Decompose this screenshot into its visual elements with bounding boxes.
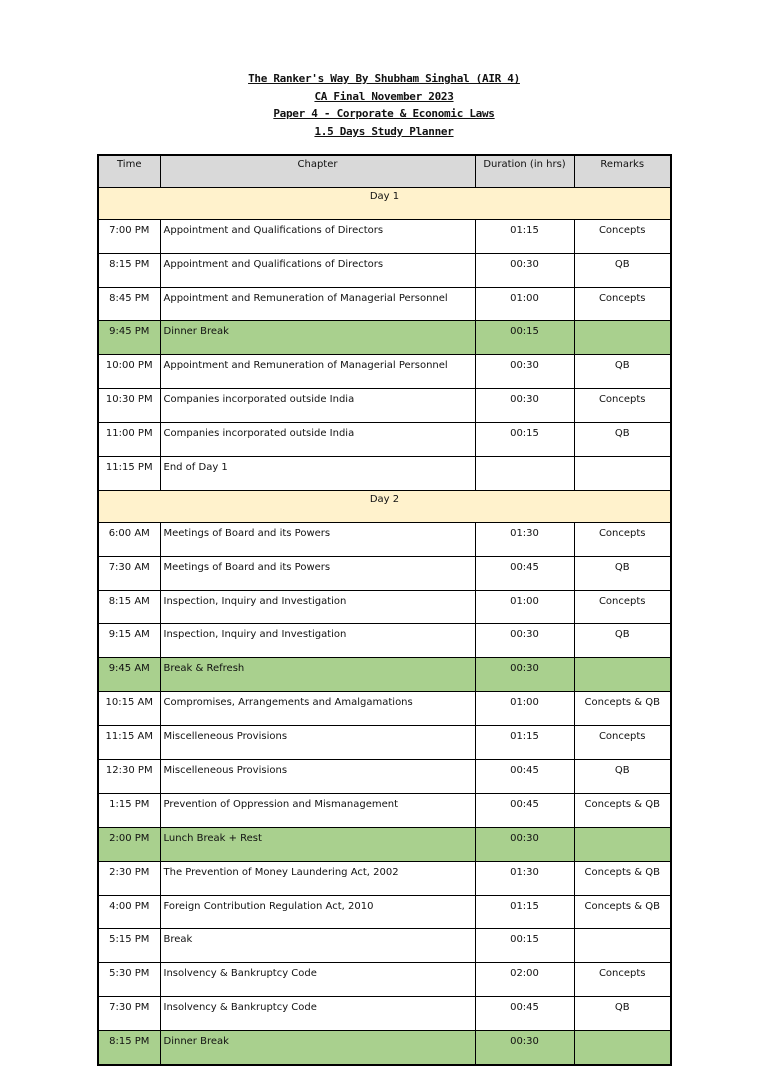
duration-cell: 00:15: [475, 321, 574, 355]
table-row: [98, 590, 671, 624]
remarks-cell: [574, 929, 671, 963]
table-row: [98, 389, 671, 423]
day-label: Day 1: [98, 187, 671, 219]
remarks-cell: QB: [574, 253, 671, 287]
remarks-cell: QB: [574, 423, 671, 457]
table-row: [98, 793, 671, 827]
document-title-block: [0, 70, 768, 140]
table-row: [98, 692, 671, 726]
time-cell: 2:30 PM: [98, 861, 160, 895]
chapter-cell: Insolvency & Bankruptcy Code: [160, 963, 475, 997]
chapter-cell: Miscelleneous Provisions: [160, 760, 475, 794]
time-cell: 5:15 PM: [98, 929, 160, 963]
table-row: [98, 827, 671, 861]
remarks-cell: [574, 457, 671, 491]
title-line-4: 1.5 Days Study Planner: [314, 124, 454, 138]
chapter-cell: Meetings of Board and its Powers: [160, 556, 475, 590]
remarks-cell: Concepts: [574, 590, 671, 624]
column-header-remarks: Remarks: [574, 155, 671, 187]
duration-cell: 00:15: [475, 423, 574, 457]
duration-cell: [475, 457, 574, 491]
duration-cell: 01:30: [475, 861, 574, 895]
chapter-cell: Meetings of Board and its Powers: [160, 522, 475, 556]
time-cell: 9:45 PM: [98, 321, 160, 355]
table-row: [98, 861, 671, 895]
time-cell: 10:15 AM: [98, 692, 160, 726]
chapter-cell: Prevention of Oppression and Mismanagement: [160, 793, 475, 827]
table-row: [98, 624, 671, 658]
duration-cell: 00:15: [475, 929, 574, 963]
table-row: [98, 556, 671, 590]
chapter-cell: Lunch Break + Rest: [160, 827, 475, 861]
time-cell: 9:15 AM: [98, 624, 160, 658]
time-cell: 4:00 PM: [98, 895, 160, 929]
remarks-cell: Concepts & QB: [574, 692, 671, 726]
duration-cell: 01:15: [475, 895, 574, 929]
time-cell: 8:15 PM: [98, 253, 160, 287]
time-cell: 8:45 PM: [98, 287, 160, 321]
table-row: [98, 997, 671, 1031]
day-section-row: [98, 187, 671, 219]
table-body: [98, 187, 671, 1065]
remarks-cell: Concepts: [574, 287, 671, 321]
duration-cell: 00:30: [475, 1031, 574, 1065]
chapter-cell: Insolvency & Bankruptcy Code: [160, 997, 475, 1031]
table-row: [98, 760, 671, 794]
duration-cell: 01:15: [475, 726, 574, 760]
column-header-chapter: Chapter: [160, 155, 475, 187]
duration-cell: 00:30: [475, 827, 574, 861]
time-cell: 7:30 PM: [98, 997, 160, 1031]
column-header-duration: Duration (in hrs): [475, 155, 574, 187]
duration-cell: 01:30: [475, 522, 574, 556]
time-cell: 11:15 PM: [98, 457, 160, 491]
table-row: [98, 219, 671, 253]
remarks-cell: QB: [574, 355, 671, 389]
time-cell: 5:30 PM: [98, 963, 160, 997]
time-cell: 1:15 PM: [98, 793, 160, 827]
chapter-cell: Dinner Break: [160, 1031, 475, 1065]
table-row: [98, 355, 671, 389]
time-cell: 8:15 AM: [98, 590, 160, 624]
time-cell: 11:15 AM: [98, 726, 160, 760]
chapter-cell: The Prevention of Money Laundering Act, 2002: [160, 861, 475, 895]
study-planner-table: [97, 154, 672, 1066]
chapter-cell: Appointment and Remuneration of Managerial Personnel: [160, 355, 475, 389]
remarks-cell: [574, 658, 671, 692]
time-cell: 9:45 AM: [98, 658, 160, 692]
chapter-cell: Inspection, Inquiry and Investigation: [160, 624, 475, 658]
table-row: [98, 963, 671, 997]
table-row: [98, 929, 671, 963]
time-cell: 2:00 PM: [98, 827, 160, 861]
remarks-cell: QB: [574, 997, 671, 1031]
table-row: [98, 522, 671, 556]
remarks-cell: QB: [574, 760, 671, 794]
time-cell: 10:00 PM: [98, 355, 160, 389]
table-row: [98, 658, 671, 692]
chapter-cell: Foreign Contribution Regulation Act, 2010: [160, 895, 475, 929]
title-line-2: CA Final November 2023: [314, 89, 454, 103]
duration-cell: 01:00: [475, 287, 574, 321]
duration-cell: 00:45: [475, 760, 574, 794]
chapter-cell: Appointment and Qualifications of Directors: [160, 219, 475, 253]
chapter-cell: Inspection, Inquiry and Investigation: [160, 590, 475, 624]
time-cell: 12:30 PM: [98, 760, 160, 794]
remarks-cell: Concepts & QB: [574, 861, 671, 895]
duration-cell: 00:45: [475, 556, 574, 590]
duration-cell: 00:30: [475, 658, 574, 692]
remarks-cell: [574, 321, 671, 355]
remarks-cell: [574, 827, 671, 861]
chapter-cell: Break: [160, 929, 475, 963]
remarks-cell: Concepts: [574, 963, 671, 997]
duration-cell: 00:30: [475, 389, 574, 423]
duration-cell: 01:15: [475, 219, 574, 253]
table-header-row: [98, 155, 671, 187]
time-cell: 8:15 PM: [98, 1031, 160, 1065]
remarks-cell: QB: [574, 556, 671, 590]
duration-cell: 00:45: [475, 793, 574, 827]
table-row: [98, 457, 671, 491]
remarks-cell: [574, 1031, 671, 1065]
time-cell: 7:30 AM: [98, 556, 160, 590]
duration-cell: 02:00: [475, 963, 574, 997]
duration-cell: 01:00: [475, 692, 574, 726]
remarks-cell: Concepts: [574, 219, 671, 253]
time-cell: 7:00 PM: [98, 219, 160, 253]
day-section-row: [98, 490, 671, 522]
title-line-3: Paper 4 - Corporate & Economic Laws: [273, 107, 495, 120]
table-row: [98, 321, 671, 355]
duration-cell: 00:30: [475, 253, 574, 287]
table-row: [98, 287, 671, 321]
table-row: [98, 895, 671, 929]
chapter-cell: Dinner Break: [160, 321, 475, 355]
chapter-cell: Miscelleneous Provisions: [160, 726, 475, 760]
remarks-cell: Concepts & QB: [574, 793, 671, 827]
remarks-cell: Concepts: [574, 522, 671, 556]
table-row: [98, 1031, 671, 1065]
duration-cell: 00:45: [475, 997, 574, 1031]
day-label: Day 2: [98, 490, 671, 522]
chapter-cell: Appointment and Remuneration of Managerial Personnel: [160, 287, 475, 321]
time-cell: 10:30 PM: [98, 389, 160, 423]
column-header-time: Time: [98, 155, 160, 187]
chapter-cell: Break & Refresh: [160, 658, 475, 692]
duration-cell: 00:30: [475, 624, 574, 658]
table-row: [98, 423, 671, 457]
remarks-cell: Concepts: [574, 389, 671, 423]
chapter-cell: Compromises, Arrangements and Amalgamations: [160, 692, 475, 726]
time-cell: 6:00 AM: [98, 522, 160, 556]
table-row: [98, 726, 671, 760]
remarks-cell: QB: [574, 624, 671, 658]
remarks-cell: Concepts: [574, 726, 671, 760]
chapter-cell: End of Day 1: [160, 457, 475, 491]
table-row: [98, 253, 671, 287]
time-cell: 11:00 PM: [98, 423, 160, 457]
chapter-cell: Companies incorporated outside India: [160, 389, 475, 423]
chapter-cell: Appointment and Qualifications of Directors: [160, 253, 475, 287]
chapter-cell: Companies incorporated outside India: [160, 423, 475, 457]
title-line-1: The Ranker's Way By Shubham Singhal (AIR 4): [248, 72, 520, 85]
duration-cell: 01:00: [475, 590, 574, 624]
duration-cell: 00:30: [475, 355, 574, 389]
remarks-cell: Concepts & QB: [574, 895, 671, 929]
